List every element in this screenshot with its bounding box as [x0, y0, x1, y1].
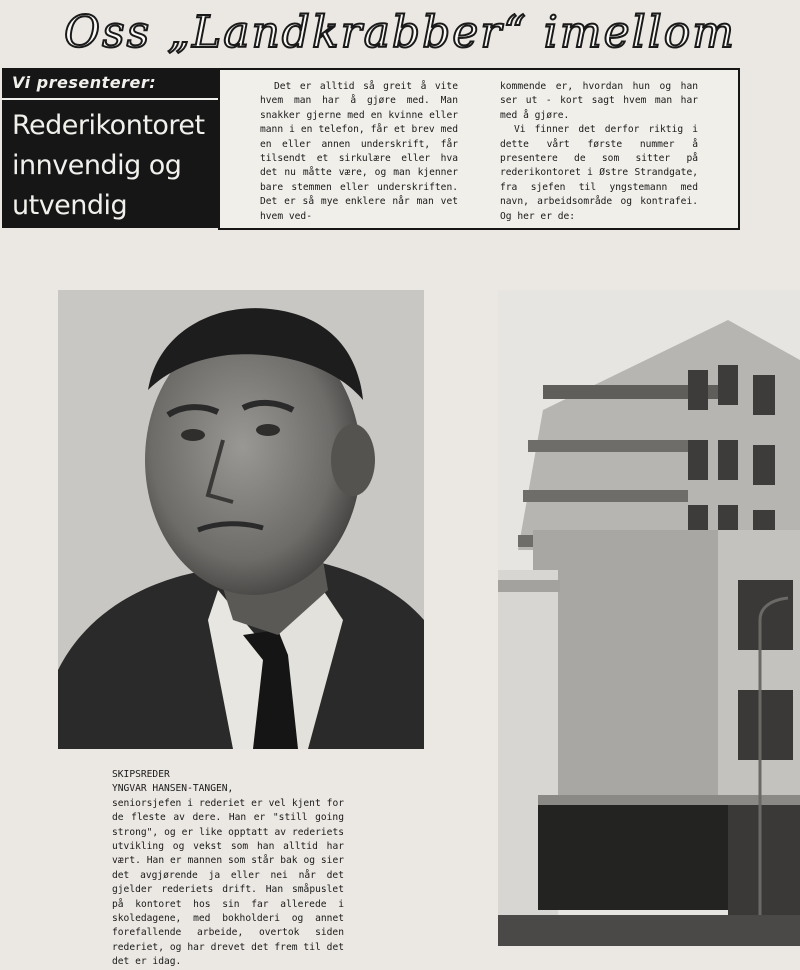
building-illustration [498, 290, 800, 946]
masthead-title: Oss „Landkrabber“ imellom [64, 7, 736, 58]
intro-box [218, 68, 740, 230]
caption-name: YNGVAR HANSEN-TANGEN, [112, 783, 234, 795]
intro-column-left [260, 80, 458, 224]
banner-headline: Rederikontoret innvendig og utvendig [12, 110, 205, 221]
caption-body: seniorsjefen i rederiet er vel kjent for de fleste av dere. Han er "still going strong", og er like opptatt av rederiets utvikling og vekst som han alltid har vært. Han er mannen som står bak og sier det avgjørende ja eller nei når det gjelder rederiets drift. Han småpuslet på kontoret hos sin far allerede i skoledagene, med bokholderi og annet forefallende arbeide, overtok siden rederiet, og har drevet det frem til det det er idag. [112, 797, 344, 968]
intro-paragraph: Vi finner det derfor riktig i dette vårt første nummer å presentere de som sitter på rederikontoret i Østre Strandgate, fra sjefen til yngstemann med navn, arbeidsområde og kontrafei. Og her er de: [500, 124, 698, 222]
banner-kicker: Vi presenterer: [12, 73, 157, 92]
office-building-photo [498, 290, 800, 946]
intro-paragraph: Det er alltid så greit å vite hvem man har å gjøre med. Man snakker gjerne med en kvinne eller mann i en telefon, får et brev med en eller annen underskrift, får tilsendt et sirkulære eller hva det nu måtte være, og man kjenner bare stemmen eller underskriften. Det er så mye enklere når man vet hvem ved- [260, 81, 458, 222]
caption-role: SKIPSREDER [112, 769, 170, 780]
section-banner [2, 68, 218, 228]
intro-column-right [500, 80, 698, 224]
portrait-illustration [58, 290, 424, 749]
portrait-photo [58, 290, 424, 749]
portrait-caption [112, 768, 344, 970]
banner-divider [2, 98, 218, 100]
intro-paragraph: kommende er, hvordan hun og han ser ut - kort sagt hvem man har med å gjøre. [500, 81, 698, 121]
